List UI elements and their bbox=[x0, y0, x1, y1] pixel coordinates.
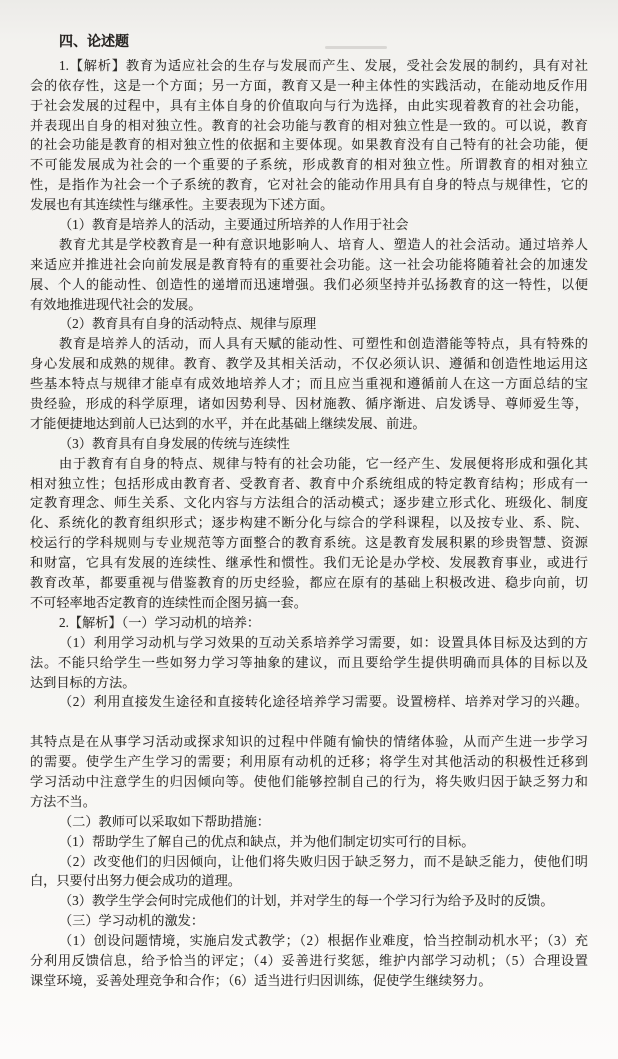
text-line: 不可轻率地否定教育的连续性而企图另搞一套。 bbox=[30, 594, 307, 610]
text-line: 不可能发展成为社会的一个重要的子系统，形成教育的相对独立性。所谓教育的相对独立 bbox=[30, 157, 588, 173]
text-line: 教育改革，都要重视与借鉴教育的历史经验，都应在原有的基础上积极改进、稳步向前，切 bbox=[30, 575, 588, 591]
text-line: 达到目标的方法。 bbox=[30, 674, 136, 690]
text-line: 分利用反馈信息，给予恰当的评定；（4）妥善进行奖惩，维护内部学习动机；（5）合理设置 bbox=[30, 952, 588, 968]
text-line: 其特点是在从事学习活动或探求知识的过程中伴随有愉快的情绪体验，从而产生进一步学习 bbox=[30, 734, 588, 750]
text-line: 的社会功能是教育的相对独立性的依据和主要体现。如果教育没有自己特有的社会功能，便 bbox=[30, 137, 588, 153]
text-line: 性，是指作为社会一个子系统的教育，它对社会的能动作用具有自身的特点与规律性，它的 bbox=[30, 177, 588, 193]
text-line: 些基本特点与规律才能卓有成效地培养人才；而且应当重视和遵循前人在这一方面总结的宝 bbox=[30, 376, 588, 392]
text-line: （三）学习动机的激发： bbox=[59, 913, 205, 929]
text-line: 并表现出自身的相对独立性。教育的社会功能与教育的相对独立性是一致的。可以说，教育 bbox=[30, 117, 588, 133]
text-line: （二）教师可以采取如下帮助措施： bbox=[59, 813, 270, 829]
text-line: 有效地推进现代社会的发展。 bbox=[30, 296, 202, 312]
text-line: 展、个人的能动性、创造性的递增而迅速增强。我们必须坚持并弘扬教育的这一特性，以便 bbox=[30, 276, 588, 292]
text-line: 贵经验，形成的科学原理，诸如因势利导、因材施教、循序渐进、启发诱导、尊师爱生等， bbox=[30, 396, 588, 412]
text-line: 和财富，它具有发展的连续性、继承性和惯性。我们无论是办学校、发展教育事业，或进行 bbox=[30, 555, 588, 571]
text-line: （1）利用学习动机与学习效果的互动关系培养学习需要，如：设置具体目标及达到的方 bbox=[59, 634, 588, 650]
section-heading: 四、论述题 bbox=[59, 35, 129, 50]
text-line: 身心发展和成熟的规律。教育、教学及其相关活动，不仅必须认识、遵循和创造性地运用这 bbox=[30, 356, 588, 372]
text-line: 白，只要付出努力便会成功的道理。 bbox=[30, 873, 241, 889]
text-line: 教育是培养人的活动，而人具有天赋的能动性、可塑性和创造潜能等特点，具有特殊的 bbox=[59, 336, 588, 352]
text-line: （2）利用直接发生途径和直接转化途径培养学习需要。设置榜样、培养对学习的兴趣。 bbox=[59, 694, 588, 710]
text-line: 发展也有其连续性与继承性。主要表现为下述方面。 bbox=[30, 197, 334, 213]
blank-line bbox=[30, 712, 588, 732]
text-line: 于社会发展的过程中，具有主体自身的价值取向与行为选择，由此实现着教育的社会功能， bbox=[30, 97, 588, 113]
text-line: 方法不当。 bbox=[30, 793, 96, 809]
text-line: （1）帮助学生了解自己的优点和缺点，并为他们制定切实可行的目标。 bbox=[59, 833, 475, 849]
text-line: 由于教育有自身的特点、规律与特有的社会功能，它一经产生、发展便将形成和强化其 bbox=[59, 455, 588, 471]
text-line: （3）教育具有自身发展的传统与连续性 bbox=[59, 435, 290, 451]
text-line: 校运行的学科规则与专业规范等方面整合的教育系统。这是教育发展积累的珍贵智慧、资源 bbox=[30, 535, 588, 551]
text-line: （2）改变他们的归因倾向，让他们将失败归因于缺乏努力，而不是缺乏能力，使他们明 bbox=[59, 853, 588, 869]
text-line: （1）教育是培养人的活动，主要通过所培养的人作用于社会 bbox=[59, 217, 409, 233]
text-line: 学习活动中注意学生的归因倾向等。使他们能够控制自己的行为，将失败归因于缺乏努力和 bbox=[30, 773, 588, 789]
text-line: （1）创设问题情境，实施启发式教学；（2）根据作业难度，恰当控制动机水平；（3）充 bbox=[59, 933, 588, 949]
text-line: 1.【解析】教育为适应社会的生存与发展而产生、发展，受社会发展的制约，具有对社 bbox=[59, 57, 588, 73]
text-line: 定教育理念、师生关系、文化内容与方法组合的活动模式；逐步建立形式化、班级化、制度 bbox=[30, 495, 588, 511]
text-line: 课堂环境，妥善处理竞争和合作；（6）适当进行归因训练，促使学生继续努力。 bbox=[30, 972, 492, 988]
text-line: 2.【解析】（一）学习动机的培养： bbox=[59, 614, 261, 630]
text-line: 教育尤其是学校教育是一种有意识地影响人、培育人、塑造人的社会活动。通过培养人 bbox=[59, 236, 588, 252]
text-line: 法。不能只给学生一些如努力学习等抽象的建议，而且要给学生提供明确而具体的目标以及 bbox=[30, 654, 588, 670]
text-line: 才能便捷地达到前人已达到的水平，并在此基础上继续发展、前进。 bbox=[30, 415, 426, 431]
text-line: （3）教学生学会何时完成他们的计划，并对学生的每一个学习行为给予及时的反馈。 bbox=[59, 893, 554, 909]
text-line: 的需要。使学生产生学习的需要；利用原有动机的迁移；将学生对其他活动的积极性迁移到 bbox=[30, 754, 588, 770]
text-line: （2）教育具有自身的活动特点、规律与原理 bbox=[59, 316, 317, 332]
text-line: 化、系统化的教育组织形式；逐步构建不断分化与综合的学科课程，以及按专业、系、院、 bbox=[30, 515, 588, 531]
document-body bbox=[30, 33, 588, 991]
text-line: 来适应并推进社会向前发展是教育特有的重要社会功能。这一社会功能将随着社会的加速发 bbox=[30, 256, 588, 272]
text-line: 会的依存性，这是一个方面；另一方面，教育又是一种主体性的实践活动，在能动地反作用 bbox=[30, 77, 588, 93]
text-line: 相对独立性；包括形成由教育者、受教育者、教育中介系统组成的特定教育结构；形成有一 bbox=[30, 475, 588, 491]
